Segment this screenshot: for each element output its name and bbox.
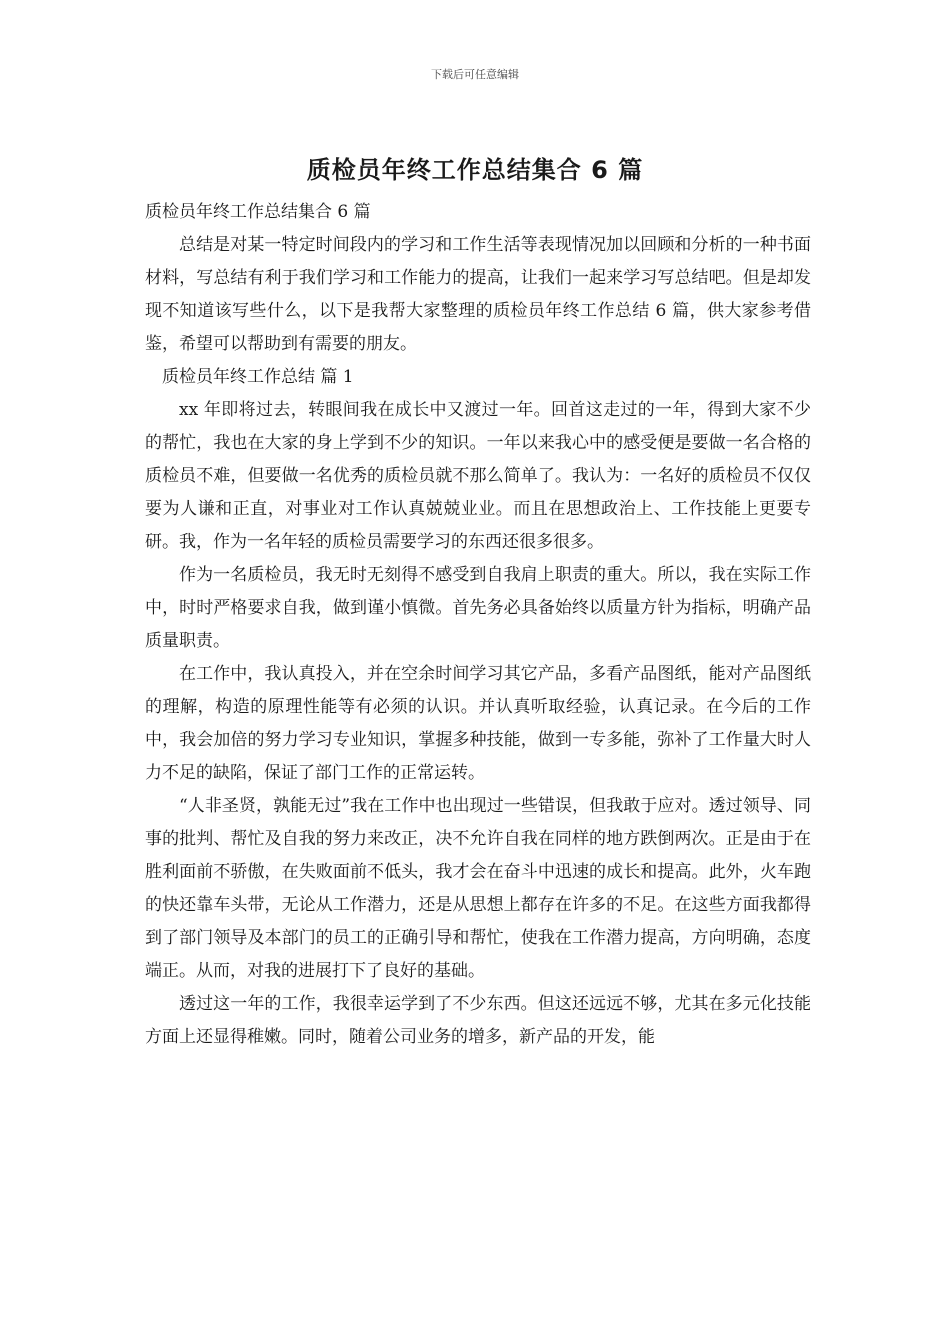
body-paragraph: xx 年即将过去，转眼间我在成长中又渡过一年。回首这走过的一年，得到大家不少的帮忙，我也在大家的身上学到不少的知识。一年以来我心中的感受便是要做一名合格的质检员不难，但要做一名优秀的质检员就不那么简单了。我认为：一名好的质检员不仅仅要为人谦和正直，对事业对工作认真兢兢业业。而且在思想政治上、工作技能上更要专研。我，作为一名年轻的质检员需要学习的东西还很多很多。 — [145, 400, 811, 552]
body-paragraph: 在工作中，我认真投入，并在空余时间学习其它产品，多看产品图纸，能对产品图纸的理解，构造的原理性能等有必须的认识。并认真听取经验，认真记录。在今后的工作中，我会加倍的努力学习专业知识，掌握多种技能，做到一专多能，弥补了工作量大时人力不足的缺陷，保证了部门工作的正常运转。 — [145, 664, 811, 783]
body-paragraph: “人非圣贤，孰能无过”我在工作中也出现过一些错误，但我敢于应对。透过领导、同事的批判、帮忙及自我的努力来改正，决不允许自我在同样的地方跌倒两次。正是由于在胜利面前不骄傲，在失败面前不低头，我才会在奋斗中迅速的成长和提高。此外，火车跑的快还靠车头带，无论从工作潜力，还是从思想上都存在许多的不足。在这些方面我都得到了部门领导及本部门的员工的正确引导和帮忙，使我在工作潜力提高，方向明确，态度端正。从而，对我的进展打下了良好的基础。 — [145, 796, 811, 981]
document-subtitle: 质检员年终工作总结集合 6 篇 — [145, 202, 371, 222]
body-paragraph: 透过这一年的工作，我很幸运学到了不少东西。但这还远远不够，尤其在多元化技能方面上还显得稚嫩。同时，随着公司业务的增多，新产品的开发，能 — [145, 994, 811, 1047]
page-header-note: 下载后可任意编辑 — [431, 68, 519, 81]
document-title: 质检员年终工作总结集合 6 篇 — [306, 156, 644, 184]
intro-paragraph: 总结是对某一特定时间段内的学习和工作生活等表现情况加以回顾和分析的一种书面材料，写总结有利于我们学习和工作能力的提高，让我们一起来学习写总结吧。但是却发现不知道该写些什么，以下是我帮大家整理的质检员年终工作总结 6 篇，供大家参考借鉴，希望可以帮助到有需要的朋友。 — [145, 235, 811, 354]
document-body — [145, 196, 811, 1054]
body-paragraph: 作为一名质检员，我无时无刻得不感受到自我肩上职责的重大。所以，我在实际工作中，时时严格要求自我，做到谨小慎微。首先务必具备始终以质量方针为指标，明确产品质量职责。 — [145, 565, 811, 651]
section-heading: 质检员年终工作总结 篇 1 — [162, 367, 354, 387]
